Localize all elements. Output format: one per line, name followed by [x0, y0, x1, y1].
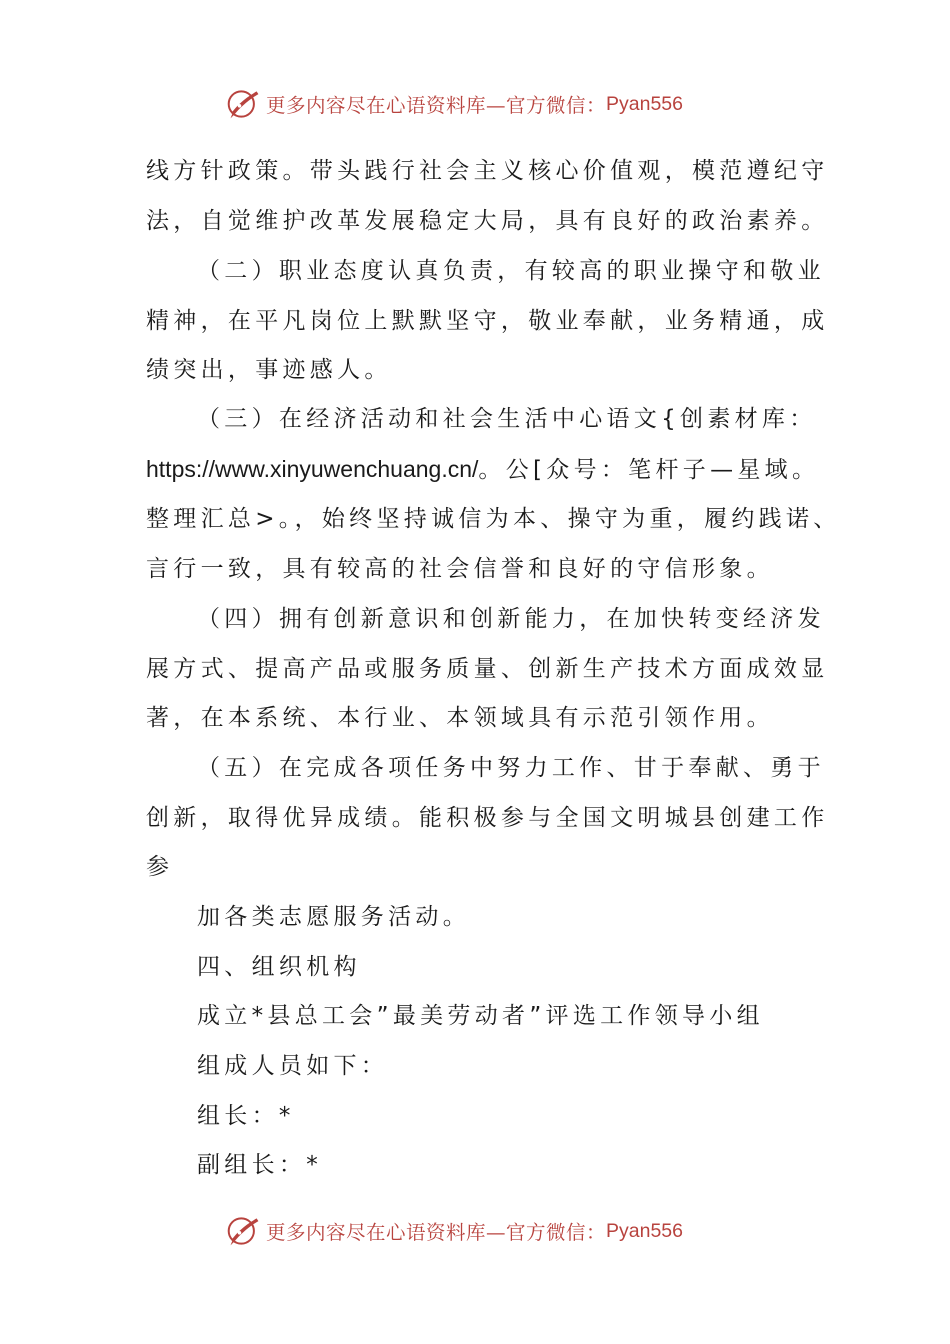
- paragraph-line: 组长：*: [197, 1103, 295, 1129]
- paragraph-line: 法，自觉维护改革发展稳定大局，具有良好的政治素养。: [146, 208, 829, 234]
- paragraph-line: 组成人员如下：: [197, 1053, 389, 1079]
- paragraph-line: （二）职业态度认真负责，有较高的职业操守和敬业: [197, 258, 825, 284]
- paragraph-line: 整理汇总>。，始终坚持诚信为本、操守为重，履约践诺、: [146, 506, 841, 532]
- paragraph-line: 著，在本系统、本行业、本领域具有示范引领作用。: [146, 705, 774, 731]
- paragraph-line-url: [146, 454, 819, 485]
- paragraph-line: 创新，取得优异成绩。能积极参与全国文明城县创建工作: [146, 805, 829, 831]
- banner-wechat-id: Pyan556: [606, 1219, 683, 1242]
- paragraph-line: 展方式、提高产品或服务质量、创新生产技术方面成效显: [146, 656, 829, 682]
- paragraph-line: 绩突出，事迹感人。: [146, 357, 392, 383]
- paragraph-line: （三）在经济活动和社会生活中心语文{创素材库：: [197, 406, 817, 432]
- banner-wechat-id: Pyan556: [606, 92, 683, 115]
- pen-nib-logo-icon: [226, 86, 262, 122]
- paragraph-line: （五）在完成各项任务中努力工作、甘于奉献、勇于: [197, 755, 825, 781]
- paragraph-line: 精神，在平凡岗位上默默坚守，敬业奉献，业务精通，成: [146, 308, 829, 334]
- header-banner: [226, 84, 683, 124]
- paragraph-line: （四）拥有创新意识和创新能力，在加快转变经济发: [197, 606, 825, 632]
- paragraph-line: 成立*县总工会”最美劳动者”评选工作领导小组: [197, 1003, 764, 1029]
- paragraph-fragment: 。公[众号：笔杆子—星域。: [478, 457, 820, 483]
- section-heading: 四、组织机构: [197, 954, 361, 980]
- paragraph-line: 副组长：*: [197, 1152, 322, 1178]
- pen-nib-logo-icon: [226, 1213, 262, 1249]
- banner-text: 更多内容尽在心语资料库—官方微信：: [266, 94, 607, 117]
- banner-text: 更多内容尽在心语资料库—官方微信：: [266, 1221, 607, 1244]
- paragraph-line: 参: [146, 854, 174, 880]
- website-url: https://www.xinyuwenchuang.cn/: [146, 456, 479, 482]
- paragraph-line: 线方针政策。带头践行社会主义核心价值观，模范遵纪守: [146, 158, 829, 184]
- paragraph-line: 加各类志愿服务活动。: [197, 904, 470, 930]
- footer-banner: [226, 1211, 683, 1251]
- paragraph-line: 言行一致，具有较高的社会信誉和良好的守信形象。: [146, 556, 774, 582]
